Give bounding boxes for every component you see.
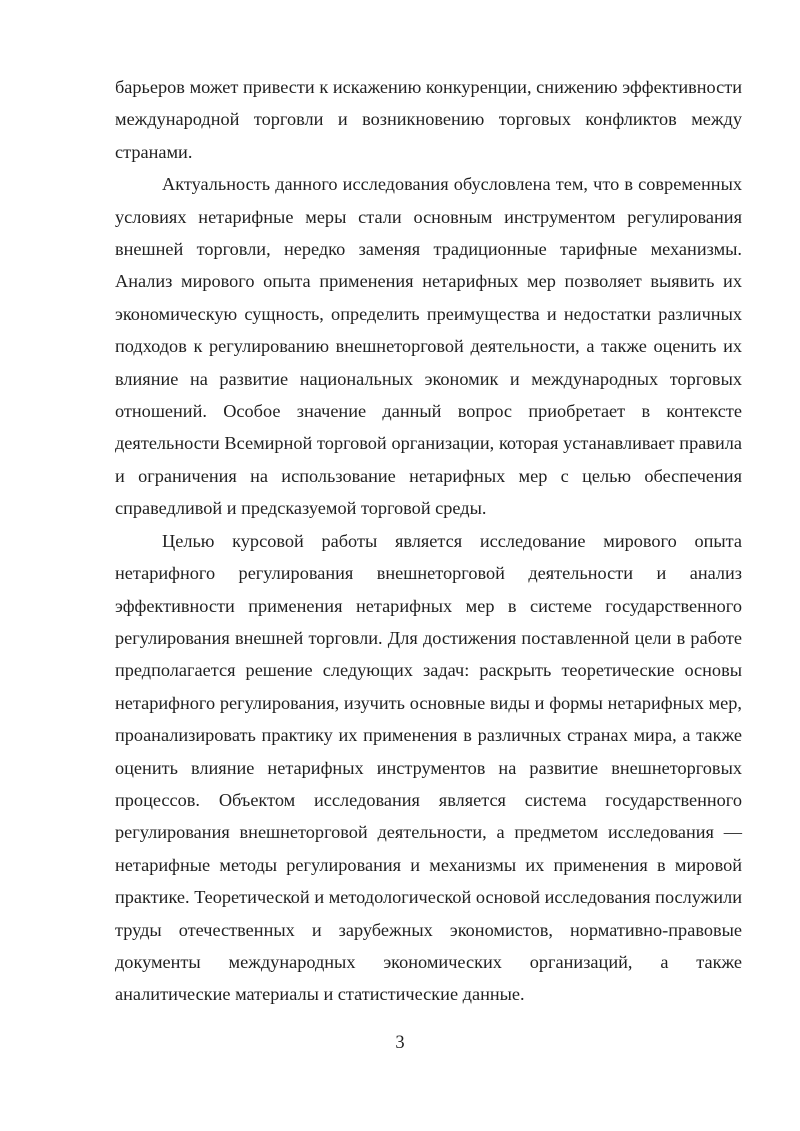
paragraph-continuation: барьеров может привести к искажению конкуренции, снижению эффективности международной торговли и возникновению торговых конфликтов между странами.	[115, 77, 742, 162]
body-text	[115, 71, 742, 1011]
page-number: 3	[395, 1033, 405, 1053]
paragraph-relevance: Актуальность данного исследования обусловлена тем, что в современных условиях нетарифные меры стали основным инструментом регулирования внешней торговли, нередко заменяя традиционные тарифные механизмы. Анализ мирового опыта применения нетарифных мер позволяет выявить их экономическую сущность, определить преимущества и недостатки различных подходов к регулированию внешнеторговой деятельности, а также оценить их влияние на развитие национальных экономик и международных торговых отношений. Особое значение данный вопрос приобретает в контексте деятельности Всемирной торговой организации, которая устанавливает правила и ограничения на использование нетарифных мер с целью обеспечения справедливой и предсказуемой торговой среды.	[115, 174, 742, 519]
paragraph-goals: Целью курсовой работы является исследование мирового опыта нетарифного регулирования внешнеторговой деятельности и анализ эффективности применения нетарифных мер в системе государственного регулирования внешней торговли. Для достижения поставленной цели в работе предполагается решение следующих задач: раскрыть теоретические основы нетарифного регулирования, изучить основные виды и формы нетарифных мер, проанализировать практику их применения в различных странах мира, а также оценить влияние нетарифных инструментов на развитие внешнеторговых процессов. Объектом исследования является система государственного регулирования внешнеторговой деятельности, а предметом исследования — нетарифные методы регулирования и механизмы их применения в мировой практике. Теоретической и методологической основой исследования послужили труды отечественных и зарубежных экономистов, нормативно-правовые документы международных экономических организаций, а также аналитические материалы и статистические данные.	[115, 530, 742, 1005]
